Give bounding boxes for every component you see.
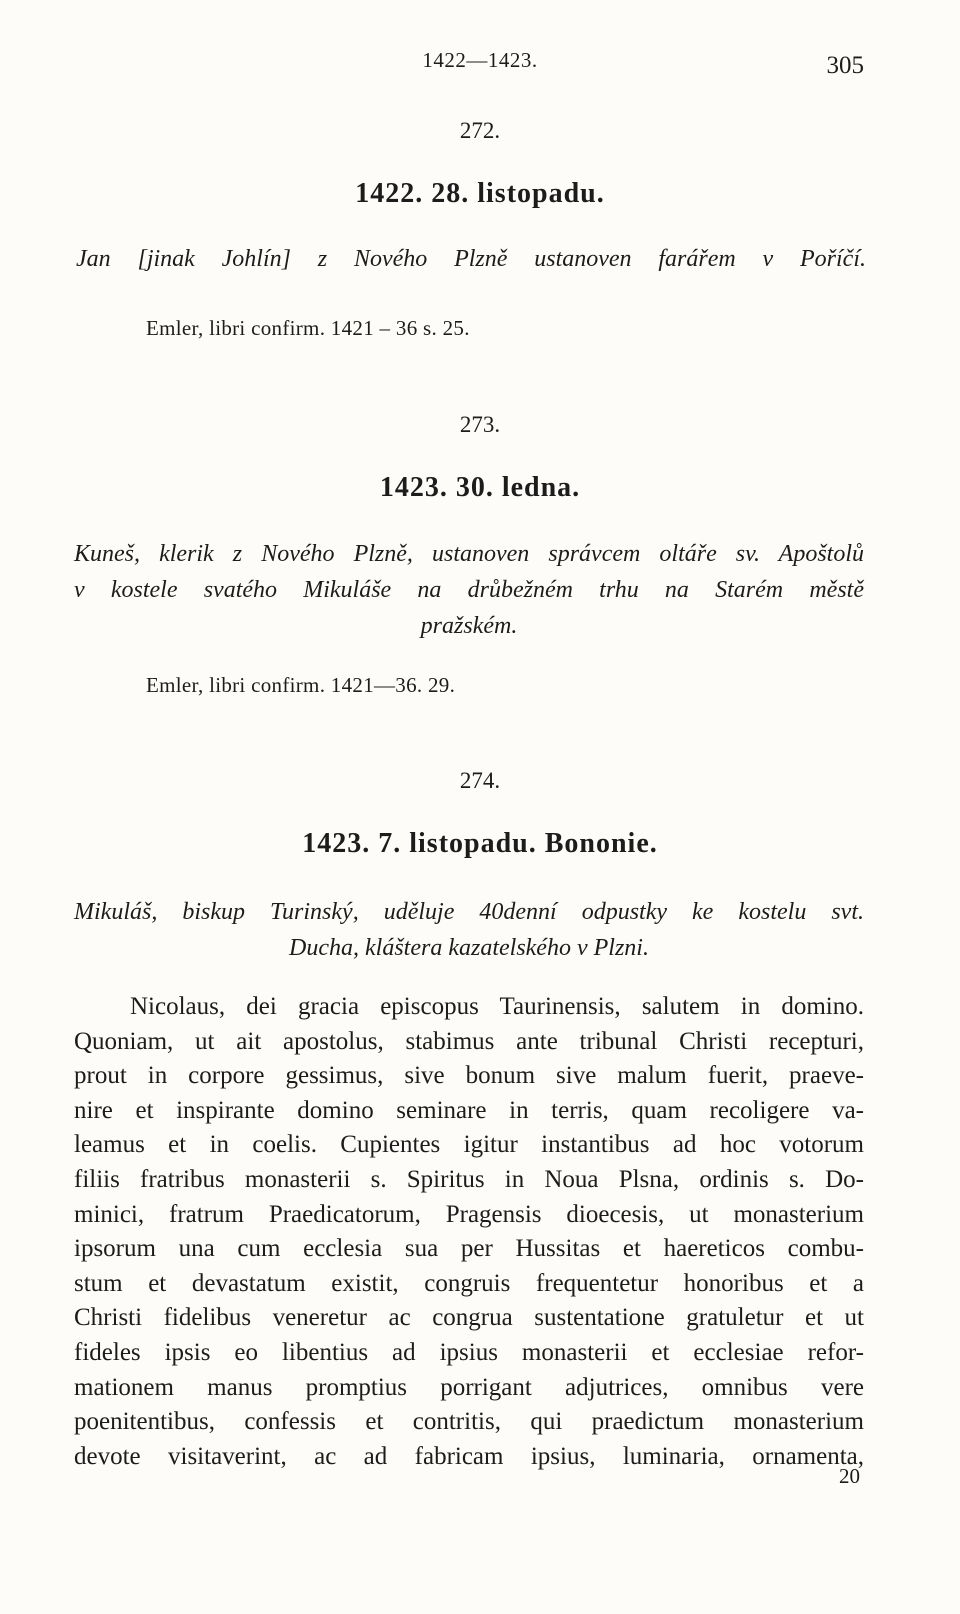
entry-date-273: 1423. 30. ledna. bbox=[379, 472, 581, 503]
regest-line: pražském. bbox=[420, 613, 518, 639]
running-head: 1422—1423. bbox=[422, 48, 538, 72]
body-line: stum et devastatum existit, congruis frequentetur honoribus et a bbox=[74, 1269, 864, 1297]
regest-line: v kostele svatého Mikuláše na drůbežném trhu na Starém městě bbox=[74, 577, 864, 603]
body-line: mationem manus promptius porrigant adjutrices, omnibus vere bbox=[74, 1373, 864, 1401]
entry-body-274 bbox=[74, 990, 864, 1474]
regest-line: Mikuláš, biskup Turinský, uděluje 40denní odpustky ke kostelu svt. bbox=[74, 899, 864, 925]
entry-number-272: 272. bbox=[459, 118, 501, 143]
entry-source-273: Emler, libri confirm. 1421—36. 29. bbox=[146, 673, 456, 697]
body-line: minici, fratrum Praedicatorum, Pragensis dioecesis, ut monasterium bbox=[74, 1200, 864, 1228]
entry-regest-274 bbox=[74, 894, 864, 966]
body-line: filiis fratribus monasterii s. Spiritus in Noua Plsna, ordinis s. Do- bbox=[74, 1165, 864, 1193]
body-line: Christi fidelibus veneretur ac congrua sustentatione gratuletur et ut bbox=[74, 1304, 864, 1332]
entry-source-272: Emler, libri confirm. 1421 – 36 s. 25. bbox=[146, 316, 470, 340]
body-line: leamus et in coelis. Cupientes igitur instantibus ad hoc votorum bbox=[74, 1131, 864, 1159]
body-line: devote visitaverint, ac ad fabricam ipsius, luminaria, ornamenta, bbox=[74, 1442, 864, 1470]
body-line: prout in corpore gessimus, sive bonum sive malum fuerit, praeve- bbox=[74, 1062, 864, 1090]
body-line: fideles ipsis eo libentius ad ipsius monasterii et ecclesiae refor- bbox=[74, 1338, 864, 1366]
body-line: Nicolaus, dei gracia episcopus Taurinensis, salutem in domino. bbox=[130, 993, 864, 1020]
entry-date-274: 1423. 7. listopadu. Bononie. bbox=[302, 828, 658, 859]
entry-regest-273 bbox=[74, 536, 864, 644]
body-line: nire et inspirante domino seminare in terris, quam recoligere va- bbox=[74, 1096, 864, 1124]
signature-mark: 20 bbox=[839, 1464, 860, 1488]
entry-regest-272: Jan [jinak Johlín] z Nového Plzně ustanoven farářem v Poříčí. bbox=[76, 246, 866, 272]
page-number: 305 bbox=[826, 52, 864, 79]
regest-line: Ducha, kláštera kazatelského v Plzni. bbox=[289, 935, 649, 961]
body-line: poenitentibus, confessis et contritis, qui praedictum monasterium bbox=[74, 1408, 864, 1436]
body-line: ipsorum una cum ecclesia sua per Hussitas et haereticos combu- bbox=[74, 1235, 864, 1263]
entry-number-274: 274. bbox=[459, 768, 501, 793]
entry-number-273: 273. bbox=[459, 412, 501, 437]
entry-date-272: 1422. 28. listopadu. bbox=[355, 178, 605, 209]
regest-line: Kuneš, klerik z Nového Plzně, ustanoven správcem oltáře sv. Apoštolů bbox=[74, 541, 864, 567]
body-line: Quoniam, ut ait apostolus, stabimus ante tribunal Christi recepturi, bbox=[74, 1027, 864, 1055]
